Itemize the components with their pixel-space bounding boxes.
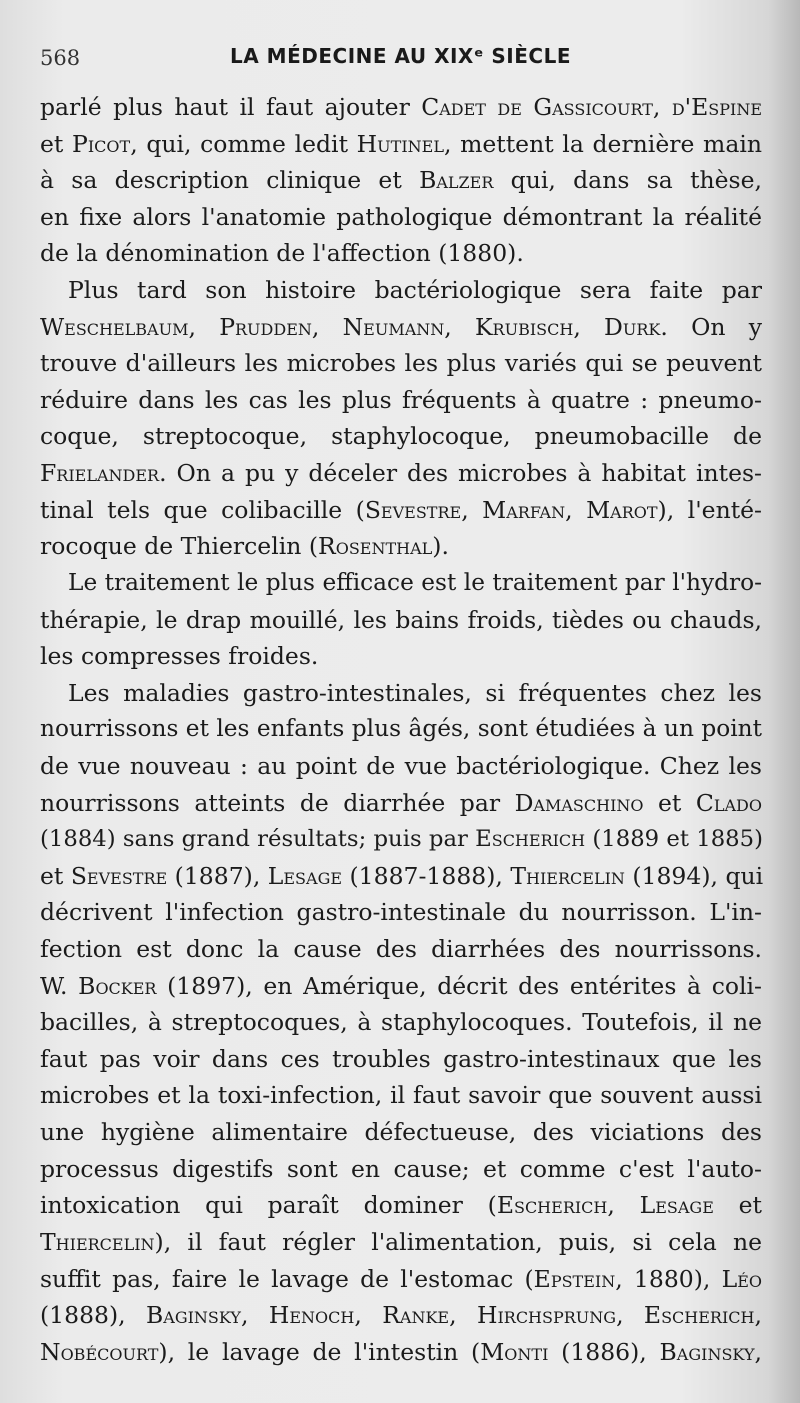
- author-name: Picot: [72, 129, 131, 158]
- text-segment: faut pas voir dans ces troubles gastro-intestinaux que les: [40, 1044, 762, 1073]
- author-name: Hirchsprung: [476, 1301, 617, 1330]
- author-name: Henoch: [268, 1301, 355, 1330]
- author-name: Balzer: [419, 166, 494, 195]
- author-name: Escherich: [643, 1301, 755, 1330]
- text-line: [40, 492, 762, 529]
- author-name: Escherich: [475, 826, 586, 853]
- text-line: [40, 1334, 762, 1371]
- text-segment: Le traitement le plus efficace est le traitement par l'hydro-: [68, 568, 762, 596]
- text-segment: Plus tard son histoire bactériologique sera faite par: [68, 276, 762, 305]
- text-line: [40, 638, 762, 675]
- text-segment: ,: [754, 1301, 762, 1330]
- text-line: [40, 931, 762, 968]
- text-line: [40, 162, 762, 199]
- text-segment: et: [713, 1191, 762, 1220]
- text-segment: (1887-1888),: [342, 861, 511, 890]
- text-segment: ,: [188, 312, 220, 341]
- text-segment: rocoque de Thiercelin (: [40, 532, 319, 561]
- author-name: Prudden: [219, 312, 312, 341]
- text-line: [40, 1297, 762, 1334]
- author-name: Thiercelin: [40, 1227, 155, 1256]
- body-text: [40, 89, 762, 1370]
- text-segment: qui, dans sa thèse,: [493, 166, 762, 195]
- text-segment: ,: [607, 1191, 640, 1220]
- text-segment: . On y: [660, 312, 762, 341]
- page-header: [40, 38, 760, 78]
- text-line: [40, 382, 762, 419]
- text-segment: ,: [754, 1337, 762, 1366]
- author-name: Lesage: [267, 861, 343, 890]
- text-segment: à sa description clinique et: [40, 166, 420, 195]
- text-line: [40, 894, 762, 931]
- text-line: [40, 785, 762, 822]
- author-name: d'Espine: [671, 93, 762, 121]
- text-segment: et: [40, 861, 71, 890]
- text-segment: , 1880),: [615, 1264, 722, 1293]
- author-name: Frielander: [40, 459, 160, 488]
- author-name: Clado: [695, 788, 762, 817]
- author-name: Ranke: [382, 1301, 450, 1330]
- author-name: Sevestre: [70, 861, 168, 890]
- text-segment: ,: [311, 312, 343, 341]
- text-segment: suffit pas, faire le lavage de l'estomac (: [40, 1264, 534, 1293]
- text-line: [40, 235, 762, 272]
- text-segment: ), l'enté-: [657, 495, 762, 524]
- text-segment: nourrissons et les enfants plus âgés, sont étudiées à un point: [40, 715, 762, 743]
- text-line: [40, 126, 762, 163]
- text-segment: W.: [40, 971, 79, 1000]
- author-name: Bocker: [78, 971, 157, 1000]
- text-segment: (1887),: [167, 861, 268, 890]
- author-name: Marot: [586, 495, 658, 524]
- text-line: [40, 821, 762, 858]
- text-segment: ,: [444, 312, 475, 341]
- text-segment: bacilles, à streptocoques, à staphylocoques. Toutefois, il ne: [40, 1008, 762, 1037]
- text-segment: fection est donc la cause des diarrhées des nourrissons.: [40, 935, 762, 964]
- author-name: Durk: [604, 312, 661, 341]
- text-segment: (1884) sans grand résultats; puis par: [40, 826, 476, 853]
- text-segment: ,: [652, 93, 672, 121]
- text-line: [40, 272, 762, 309]
- author-name: Baginsky: [146, 1301, 241, 1330]
- text-line: [40, 602, 762, 639]
- author-name: Epstein: [533, 1264, 616, 1293]
- text-segment: ), il faut régler l'alimentation, puis, si cela ne: [154, 1227, 762, 1256]
- text-line: [40, 748, 762, 785]
- text-segment: Les maladies gastro-intestinales, si fréquentes chez les: [68, 678, 762, 707]
- text-segment: trouve d'ailleurs les microbes les plus variés qui se peuvent: [40, 349, 762, 378]
- text-segment: ,: [616, 1301, 644, 1330]
- author-name: Nobécourt: [40, 1337, 159, 1366]
- text-line: [40, 1004, 762, 1041]
- text-segment: intoxication qui paraît dominer (: [40, 1191, 497, 1220]
- text-segment: , qui, comme ledit: [130, 129, 357, 158]
- text-line: [40, 455, 762, 492]
- text-segment: en fixe alors l'anatomie pathologique démontrant la réalité: [40, 202, 762, 231]
- text-line: [40, 1041, 762, 1078]
- text-segment: ,: [573, 312, 605, 341]
- running-title: LA MÉDECINE AU XIXᵉ SIÈCLE: [230, 44, 571, 68]
- author-name: Cadet de Gassicourt: [421, 93, 653, 121]
- text-line: [40, 418, 762, 455]
- text-segment: (1886),: [548, 1337, 660, 1366]
- page-number: 568: [40, 46, 81, 70]
- text-segment: de vue nouveau : au point de vue bactériologique. Chez les: [40, 751, 762, 780]
- text-segment: décrivent l'infection gastro-intestinale du nourrisson. L'in-: [40, 898, 762, 927]
- text-line: [40, 1114, 762, 1151]
- text-segment: réduire dans les cas les plus fréquents à quatre : pneumo-: [40, 385, 762, 414]
- author-name: Hutinel: [356, 129, 444, 158]
- author-name: Thiercelin: [510, 861, 625, 890]
- text-line: [40, 1151, 762, 1188]
- text-segment: thérapie, le drap mouillé, les bains froids, tièdes ou chauds,: [40, 605, 762, 634]
- text-segment: ,: [449, 1301, 477, 1330]
- text-segment: ).: [432, 532, 449, 561]
- text-line: [40, 199, 762, 236]
- text-line: [40, 711, 762, 748]
- author-name: Weschelbaum: [40, 312, 189, 341]
- author-name: Damaschino: [514, 788, 644, 817]
- text-segment: , mettent la dernière main: [443, 129, 762, 158]
- author-name: Krubisch: [475, 312, 574, 341]
- text-segment: (1894), qui: [624, 861, 764, 890]
- text-segment: les compresses froides.: [40, 642, 319, 671]
- text-segment: (1888),: [40, 1301, 146, 1330]
- text-segment: et: [643, 788, 696, 817]
- author-name: Marfan: [482, 495, 566, 524]
- text-segment: ,: [354, 1301, 383, 1330]
- text-line: [40, 1187, 762, 1224]
- text-line: [40, 675, 762, 712]
- text-line: [40, 528, 762, 565]
- author-name: Neumann: [342, 312, 445, 341]
- text-segment: ,: [461, 495, 483, 524]
- text-line: [40, 858, 762, 895]
- text-line: [40, 565, 762, 602]
- text-line: [40, 345, 762, 382]
- text-segment: microbes et la toxi-infection, il faut savoir que souvent aussi: [40, 1081, 762, 1110]
- author-name: Baginsky: [659, 1337, 755, 1366]
- author-name: Escherich: [496, 1191, 608, 1220]
- author-name: Monti: [480, 1337, 549, 1366]
- author-name: Lesage: [639, 1191, 714, 1220]
- text-line: [40, 1261, 762, 1298]
- author-name: Léo: [721, 1264, 763, 1293]
- text-segment: parlé plus haut il faut ajouter: [40, 93, 422, 121]
- text-segment: nourrissons atteints de diarrhée par: [40, 788, 515, 817]
- text-line: [40, 309, 762, 346]
- author-name: Sevestre: [364, 495, 462, 524]
- text-segment: (1897), en Amérique, décrit des entérites à coli-: [156, 971, 762, 1000]
- text-segment: . On a pu y déceler des microbes à habitat intes-: [159, 459, 762, 488]
- text-segment: ,: [565, 495, 587, 524]
- text-line: [40, 89, 762, 126]
- text-segment: une hygiène alimentaire défectueuse, des viciations des: [40, 1118, 762, 1147]
- text-segment: de la dénomination de l'affection (1880).: [40, 239, 524, 268]
- text-line: [40, 968, 762, 1005]
- text-segment: (1889 et 1885): [585, 826, 763, 853]
- text-segment: et: [40, 129, 73, 158]
- text-segment: processus digestifs sont en cause; et comme c'est l'auto-: [40, 1154, 762, 1183]
- text-line: [40, 1077, 762, 1114]
- text-segment: tinal tels que colibacille (: [40, 495, 365, 524]
- text-segment: ,: [240, 1301, 269, 1330]
- text-segment: ), le lavage de l'intestin (: [158, 1337, 481, 1366]
- text-segment: coque, streptocoque, staphylocoque, pneumobacille de: [40, 422, 762, 451]
- author-name: Rosenthal: [318, 532, 433, 561]
- text-line: [40, 1224, 762, 1261]
